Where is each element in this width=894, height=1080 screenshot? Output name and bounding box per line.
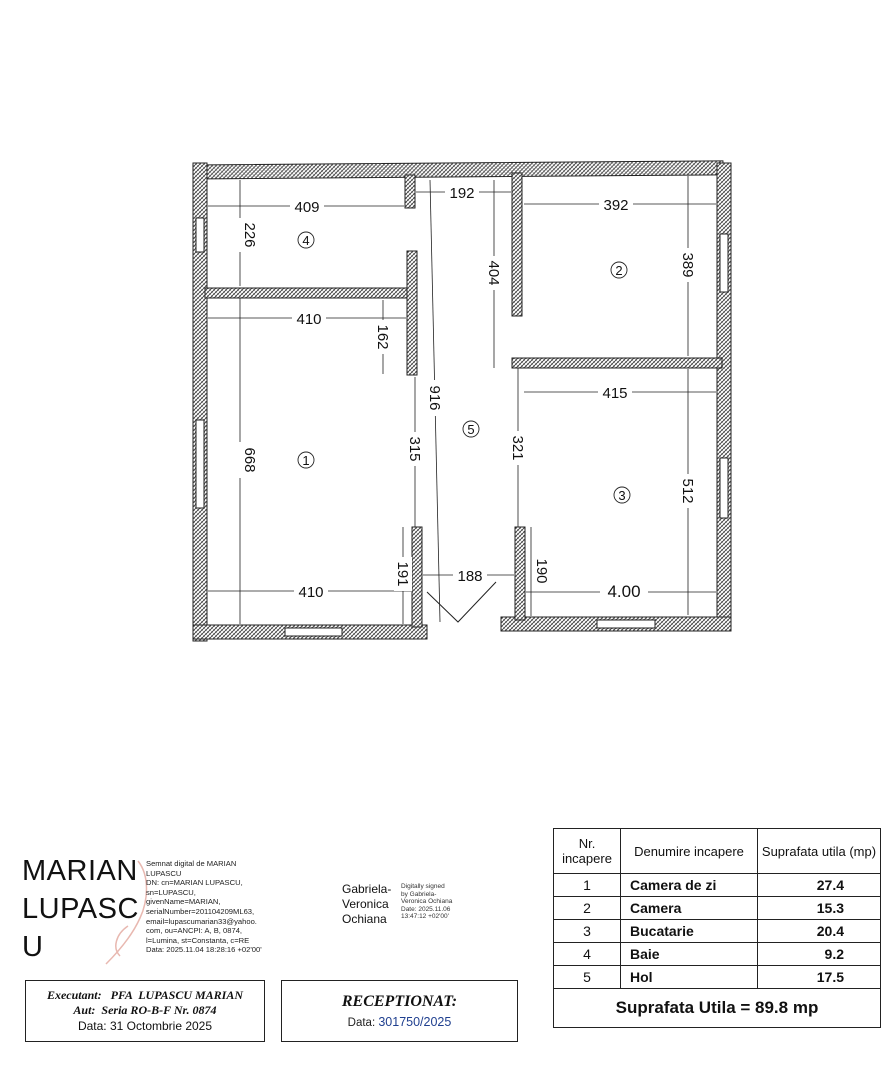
dim-room4-height: 226 bbox=[241, 222, 258, 248]
wall-room4-stub bbox=[405, 175, 415, 208]
header-nr: Nr. incapere bbox=[554, 829, 621, 874]
receptionat-date: Data: 301750/2025 bbox=[347, 1015, 452, 1029]
executant-authorization: Aut: Seria RO-B-F Nr. 0874 bbox=[73, 1003, 217, 1017]
dim-room1-wall-upper: 162 bbox=[374, 324, 391, 350]
svg-text:2: 2 bbox=[615, 263, 623, 278]
table-header-row bbox=[554, 829, 881, 874]
svg-text:1: 1 bbox=[302, 453, 310, 468]
entrance-door bbox=[427, 582, 496, 622]
area-table bbox=[553, 828, 881, 1028]
room-number-4 bbox=[298, 232, 314, 248]
dim-room2-wall: 404 bbox=[485, 260, 502, 286]
executant-name: Executant: PFA LUPASCU MARIAN bbox=[46, 988, 244, 1002]
table-row: 3 Bucatarie 20.4 bbox=[554, 920, 881, 943]
dim-room1-wall-low: 191 bbox=[394, 561, 411, 587]
room-number-1 bbox=[298, 452, 314, 468]
dim-room2-width: 392 bbox=[603, 197, 629, 214]
total-area: Suprafata Utila = 89.8 mp bbox=[554, 989, 881, 1028]
header-name: Denumire incapere bbox=[621, 829, 758, 874]
table-row: 5 Hol 17.5 bbox=[554, 966, 881, 989]
window-right-upper bbox=[720, 234, 728, 292]
outer-wall-top bbox=[193, 161, 723, 179]
wall-room2-bottom bbox=[512, 358, 722, 368]
wall-room1-right-upper bbox=[407, 251, 417, 375]
wall-room3-left-lower bbox=[515, 527, 525, 620]
header-area: Suprafata utila (mp) bbox=[758, 829, 881, 874]
signer-name: MARIAN LUPASC U bbox=[22, 855, 139, 963]
dim-hall-length: 916 bbox=[426, 385, 443, 411]
receptionat-box bbox=[281, 980, 518, 1042]
window-left-upper bbox=[196, 218, 204, 252]
room-number-5 bbox=[463, 421, 479, 437]
table-total-row bbox=[554, 989, 881, 1028]
dim-room3-width: 415 bbox=[602, 385, 628, 402]
receptionat-title: RECEPTIONAT: bbox=[341, 993, 458, 1010]
svg-text:5: 5 bbox=[467, 422, 475, 437]
dimension-lines bbox=[208, 176, 716, 624]
executant-digital-signature bbox=[22, 852, 277, 967]
window-right-lower bbox=[720, 458, 728, 518]
room-number-2 bbox=[611, 262, 627, 278]
dim-room3-bottom: 4.00 bbox=[607, 582, 641, 601]
receptionat-number: 301750/2025 bbox=[378, 1015, 452, 1029]
svg-text:3: 3 bbox=[618, 488, 626, 503]
dim-room3-wall-upper: 321 bbox=[509, 435, 526, 461]
wall-room2-left bbox=[512, 173, 522, 316]
svg-text:4: 4 bbox=[302, 233, 310, 248]
room-number-3 bbox=[614, 487, 630, 503]
signature-details: Semnat digital de MARIAN LUPASCU DN: cn=MARIAN LUPASCU, sn=LUPASCU, givenName=MARIAN, serialNumber=201104209ML63, email=lupascumarian33@yahoo. com, ou=ANCPI: A, B, 0874, l=Lumina, st=Constanta, c=RE Data: 2025.11.04 18:28:16 +02'00' bbox=[146, 859, 262, 955]
receptor-name: Gabriela- Veronica Ochiana bbox=[342, 882, 392, 926]
receptor-signature-details: Digitally signed by Gabriela- Veronica Ochiana Date: 2025.11.06 13:47:12 +02'00' bbox=[401, 883, 453, 921]
table-row: 2 Camera 15.3 bbox=[554, 897, 881, 920]
dim-room3-height: 512 bbox=[679, 478, 696, 504]
outer-wall-right bbox=[717, 163, 731, 631]
table-row: 4 Baie 9.2 bbox=[554, 943, 881, 966]
executant-box bbox=[25, 980, 265, 1042]
dim-room1-bottom-width: 410 bbox=[298, 584, 324, 601]
dim-door-width: 188 bbox=[457, 568, 483, 585]
window-left-lower bbox=[196, 420, 204, 508]
dim-room4-width: 409 bbox=[294, 199, 320, 216]
window-bottom-left bbox=[285, 628, 342, 636]
dim-room1-height: 668 bbox=[241, 447, 258, 473]
dim-room1-top-width: 410 bbox=[296, 311, 322, 328]
dim-room3-wall-low: 190 bbox=[533, 558, 550, 584]
executant-date: Data: 31 Octombrie 2025 bbox=[77, 1019, 213, 1033]
wall-room4-bottom bbox=[205, 288, 415, 298]
table-row: 1 Camera de zi 27.4 bbox=[554, 874, 881, 897]
dim-hall-top-width: 192 bbox=[449, 185, 475, 202]
dim-room2-height: 389 bbox=[679, 252, 696, 278]
dim-room1-wall-mid: 315 bbox=[406, 436, 423, 462]
window-bottom-right bbox=[597, 620, 655, 628]
wall-room1-right-lower bbox=[412, 527, 422, 627]
receptor-digital-signature bbox=[342, 882, 492, 938]
